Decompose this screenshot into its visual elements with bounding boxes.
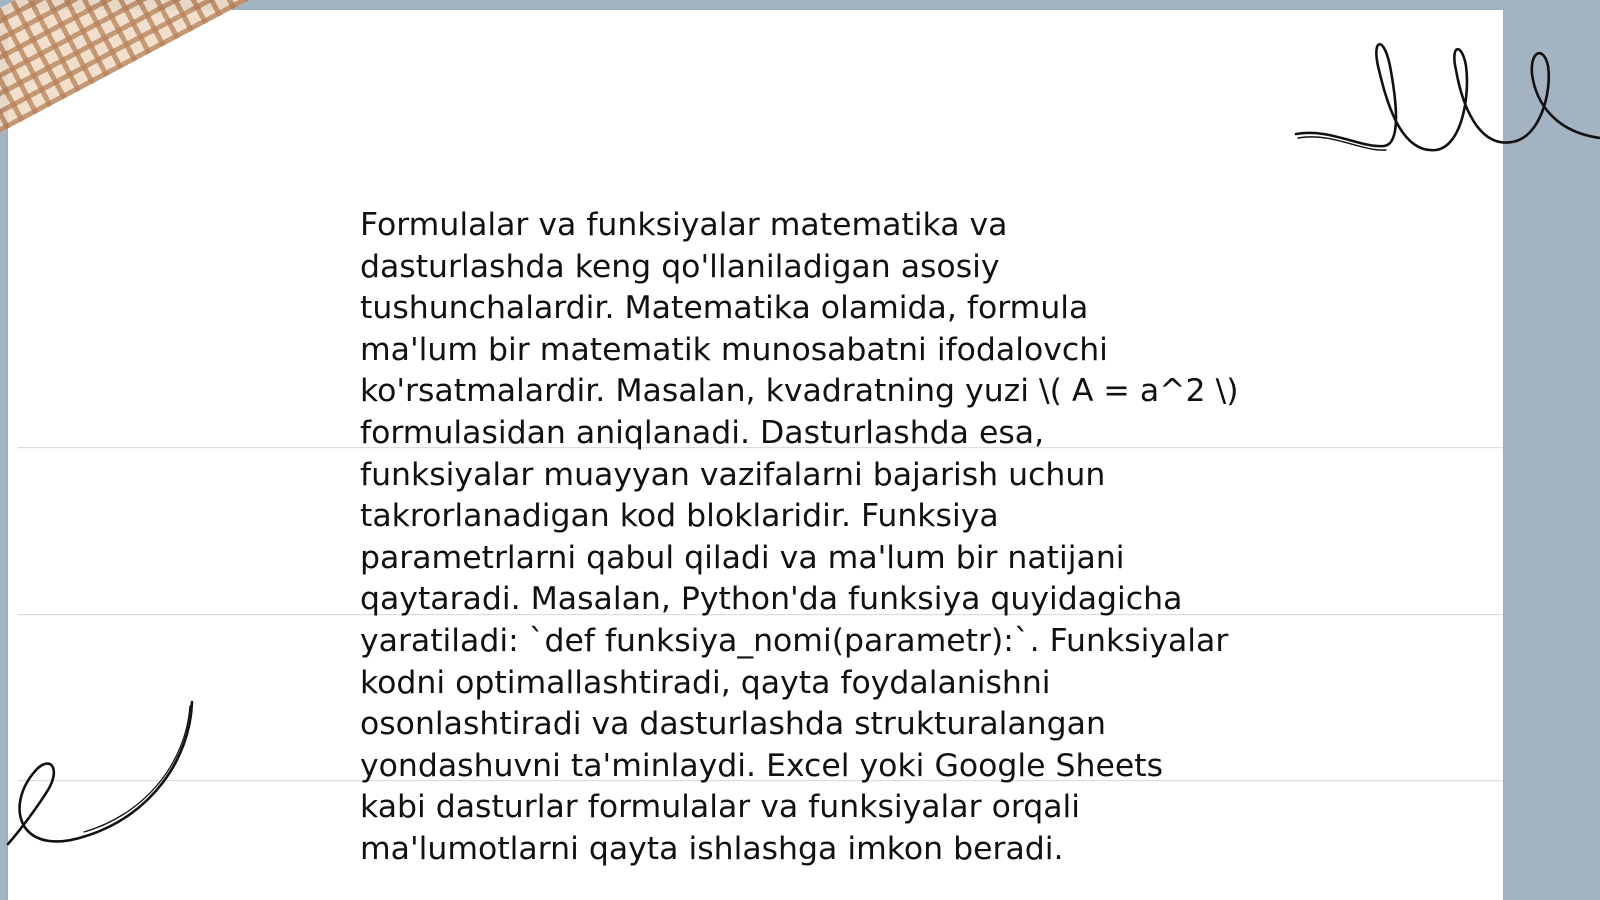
body-paragraph: Formulalar va funksiyalar matematika va dasturlashda keng qo'llaniladigan asosiy tushunchalardir. Matematika olamida, formula ma'lum bir matematik munosabatni ifodalovchi ko'rsatmalardir. Masalan, kvadratning yuzi \( A = a^2 \) formulasidan aniqlanadi. Dasturlashda esa, funksiyalar muayyan vazifalarni bajarish uchun takrorlanadigan kod bloklaridir. Funksiya parametrlarni qabul qiladi va ma'lum bir natijani qaytaradi. Masalan, Python'da funksiya quyidagicha yaratiladi: `def funksiya_nomi(parametr):`. Funksiyalar kodni optimallashtiradi, qayta foydalanishni osonlashtiradi va dasturlashda strukturalangan yondashuvni ta'minlaydi. Excel yoki Google Sheets kabi dasturlar formulalar va funksiyalar orqali ma'lumotlarni qayta ishlashga imkon beradi. bbox=[360, 207, 1239, 867]
